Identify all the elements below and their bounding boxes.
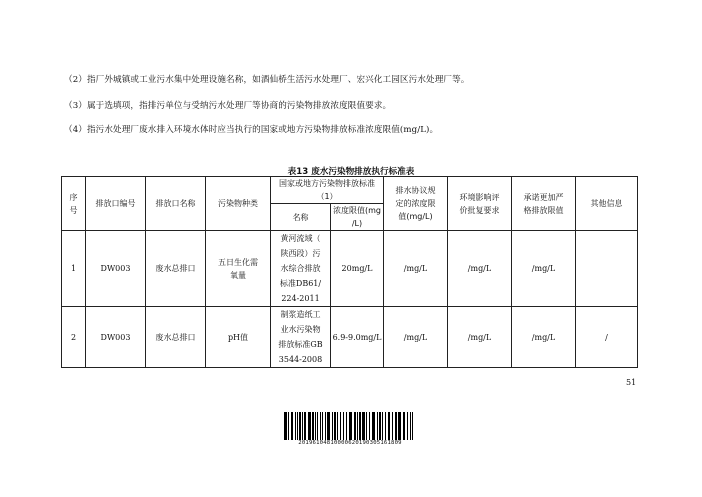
- cell-eia: /mg/L: [448, 307, 512, 368]
- cell-outlet-no: DW003: [86, 307, 146, 368]
- barcode-bar: [291, 412, 293, 440]
- barcode-bar: [372, 412, 375, 440]
- barcode-bar: [317, 412, 318, 440]
- cell-pollutant: 五日生化需 氧量: [206, 231, 271, 307]
- cell-other: /: [576, 307, 638, 368]
- barcode-bar: [357, 412, 358, 440]
- barcode-bar: [382, 412, 383, 440]
- barcode-bar: [297, 412, 298, 440]
- cell-stricter: /mg/L: [512, 231, 576, 307]
- table-row: [62, 307, 638, 368]
- barcode-bar: [337, 412, 338, 440]
- cell-agreement: /mg/L: [384, 307, 448, 368]
- col-header-pollutant: 污染物种类: [206, 177, 271, 231]
- barcode-number: 20196104810000620190305161809: [298, 440, 402, 446]
- col-header-eia: 环境影响评 价批复要求: [448, 177, 512, 231]
- col-header-seq: 序 号: [62, 177, 86, 231]
- cell-outlet-name: 废水总排口: [146, 307, 206, 368]
- cell-pollutant: pH值: [206, 307, 271, 368]
- barcode-bar: [325, 412, 326, 440]
- barcode-bar: [369, 412, 370, 440]
- barcode-bar: [403, 412, 405, 440]
- barcode-bar: [346, 412, 347, 440]
- cell-eia: /mg/L: [448, 231, 512, 307]
- col-header-agreement: 排水协议规 定的浓度限 值(mg/L): [384, 177, 448, 231]
- barcode-bar: [299, 412, 301, 440]
- barcode-image: [284, 412, 416, 440]
- cell-std-limit: 6.9-9.0mg/L: [331, 307, 384, 368]
- barcode-bar: [410, 412, 411, 440]
- barcode-bar: [359, 412, 361, 440]
- cell-std-name: 制浆造纸工 业水污染物 排放标准GB 3544-2008: [271, 307, 331, 368]
- discharge-standard-table: [61, 176, 638, 368]
- footnote-4: （4）指污水处理厂废水排入环境水体时应当执行的国家或地方污染物排放标准浓度限值(mg/L)。: [64, 125, 439, 135]
- barcode-bar: [366, 412, 367, 440]
- cell-std-limit: 20mg/L: [331, 231, 384, 307]
- cell-seq: 2: [62, 307, 86, 368]
- barcode-bar: [385, 412, 386, 440]
- barcode-bar: [322, 412, 323, 440]
- page-number: 51: [626, 378, 637, 387]
- cell-stricter: /mg/L: [512, 307, 576, 368]
- barcode-bar: [362, 412, 365, 440]
- barcode-bar: [354, 412, 356, 440]
- barcode-bar: [334, 412, 336, 440]
- barcode-bar: [377, 412, 378, 440]
- barcode-bar: [388, 412, 390, 440]
- cell-other: [576, 231, 638, 307]
- cell-outlet-no: DW003: [86, 231, 146, 307]
- barcode-bar: [315, 412, 316, 440]
- col-header-national-std: 国家或地方污染物排放标准 （1）: [271, 177, 384, 204]
- barcode-bar: [340, 412, 341, 440]
- cell-outlet-name: 废水总排口: [146, 231, 206, 307]
- barcode-bar: [392, 412, 393, 440]
- barcode-bar: [327, 412, 330, 440]
- table-row: [62, 231, 638, 307]
- barcode-bar: [398, 412, 401, 440]
- barcode-bar: [304, 412, 306, 440]
- barcode-bar: [288, 412, 289, 440]
- barcode-bar: [349, 412, 352, 440]
- barcode-bar: [312, 412, 314, 440]
- barcode-bar: [379, 412, 381, 440]
- cell-agreement: /mg/L: [384, 231, 448, 307]
- footnote-2: （2）指厂外城镇或工业污水集中处理设施名称，如酒仙桥生活污水处理厂、宏兴化工园区污水处理厂等。: [64, 75, 470, 85]
- col-header-other: 其他信息: [576, 177, 638, 231]
- barcode-bar: [302, 412, 303, 440]
- cell-seq: 1: [62, 231, 86, 307]
- barcode-bar: [412, 412, 413, 440]
- barcode-bar: [308, 412, 311, 440]
- col-header-std-name: 名称: [271, 204, 331, 231]
- col-header-stricter: 承诺更加严 格排放限值: [512, 177, 576, 231]
- barcode-bar: [320, 412, 321, 440]
- barcode-bar: [295, 412, 296, 440]
- barcode-bar: [332, 412, 333, 440]
- barcode-bar: [407, 412, 408, 440]
- col-header-outlet-no: 排放口编号: [86, 177, 146, 231]
- barcode-bar: [395, 412, 397, 440]
- table-caption: 表13 废水污染物排放执行标准表: [287, 167, 415, 177]
- cell-std-name: 黄河流域（ 陕西段）污 水综合排放 标准DB61/ 224-2011: [271, 231, 331, 307]
- col-header-std-limit: 浓度限值(mg /L): [331, 204, 384, 231]
- col-header-outlet-name: 排放口名称: [146, 177, 206, 231]
- footnote-3: （3）属于选填项，指排污单位与受纳污水处理厂等协商的污染物排放浓度限值要求。: [64, 101, 392, 111]
- barcode-bar: [343, 412, 344, 440]
- barcode-bar: [284, 412, 287, 440]
